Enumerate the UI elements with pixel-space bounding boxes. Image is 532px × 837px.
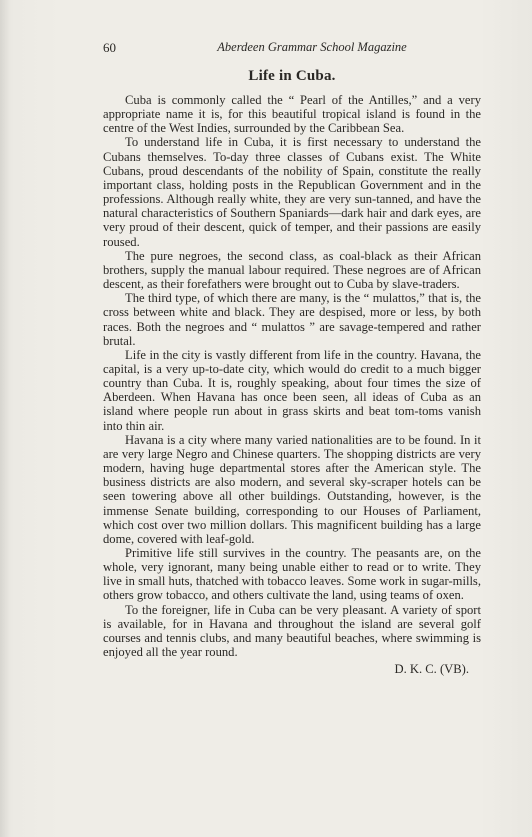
- running-head: [103, 40, 481, 58]
- paragraph-5: Life in the city is vastly different from life in the country. Havana, the capital, is a very up-to-date city, which would do credit to a much bigger country than Cuba. It is, roughly speaking, about four times the size of Aberdeen. When Havana has once been seen, all ideas of Cuba as an island where people run about in grass skirts and beat tom-toms vanish into thin air.: [103, 347, 481, 433]
- paragraph-1: Cuba is commonly called the “ Pearl of the Antilles,” and a very appropriate name it is, for this beautiful tropical island is found in the centre of the West Indies, surrounded by the Caribbean Sea.: [103, 93, 481, 136]
- article-title: Life in Cuba.: [248, 68, 336, 84]
- paragraph-7: Primitive life still survives in the country. The peasants are, on the whole, very ignorant, many being unable either to read or to write. They live in small huts, thatched with tobacco leaves. Some work in sugar-mills, others grow tobacco, and others cultivate the land, using teams of oxen.: [103, 546, 481, 603]
- spine-shadow: [0, 0, 10, 837]
- paragraph-3: The pure negroes, the second class, as coal-black as their African brothers, supply the manual labour required. These negroes are of African descent, as their forefathers were brought out to Cuba by slave-traders.: [103, 248, 481, 292]
- paragraph-4: The third type, of which there are many, is the “ mulattos,” that is, the cross between white and black. They are despised, more or less, by both races. Both the negroes and “ mulattos ” are savage-tempered and rather brutal.: [103, 291, 481, 348]
- paragraph-8: To the foreigner, life in Cuba can be very pleasant. A variety of sport is available, for in Havana and throughout the island are several golf courses and tennis clubs, and many beautiful beaches, where swimming is enjoyed all the year round.: [103, 602, 481, 660]
- magazine-title: Aberdeen Grammar School Magazine: [217, 40, 407, 54]
- article-body: [103, 93, 481, 676]
- author-signature: D. K. C. (VB).: [394, 662, 469, 677]
- paragraph-6: Havana is a city where many varied nationalities are to be found. In it are very large Negro and Chinese quarters. The shopping districts are very modern, having huge departmental stores after the American style. The business districts are also modern, and several sky-scraper hotels can be seen towering above all other buildings. Outstanding, however, is the immense Senate building, corresponding to our Houses of Parliament, which cost over two million dollars. This magnificent building has a large dome, covered with leaf-gold.: [103, 432, 481, 546]
- paragraph-2: To understand life in Cuba, it is first necessary to understand the Cubans themselves. To-day three classes of Cubans exist. The White Cubans, proud descendants of the nobility of Spain, constitute the really important class, holding posts in the Republican Government and in the professions. Although really white, they are very sun-tanned, and have the natural characteristics of Southern Spaniards—dark hair and dark eyes, are very proud of their descent, quick of temper, and their passions are easily roused.: [103, 135, 481, 249]
- page-number: 60: [103, 40, 116, 55]
